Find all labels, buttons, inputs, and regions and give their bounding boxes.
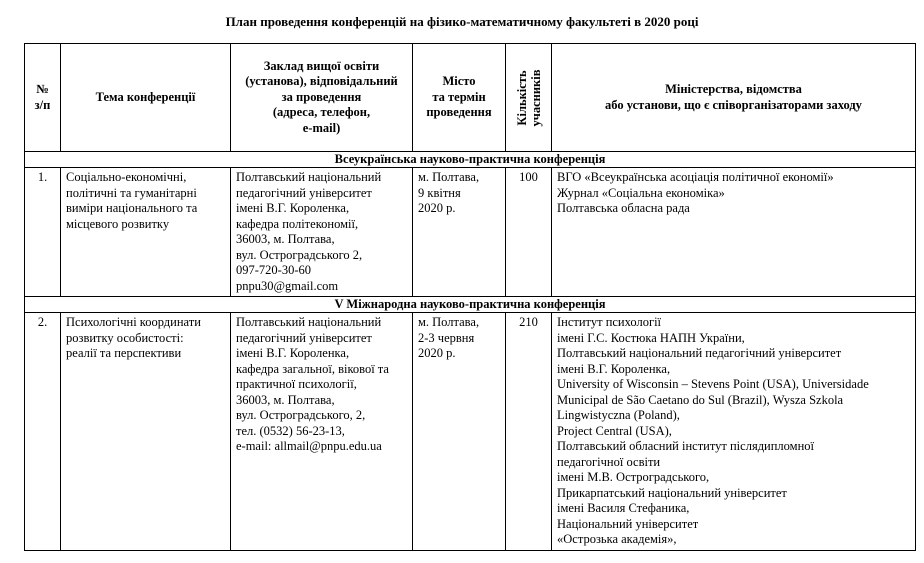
institution-line: кафедра політекономії, xyxy=(236,216,359,231)
institution-line: тел. (0532) 56-23-13, xyxy=(236,423,345,438)
row-ministries xyxy=(552,313,916,551)
header-row xyxy=(25,44,916,152)
place-line: 2-3 червня xyxy=(418,330,475,345)
topic-line: розвитку особистості: xyxy=(66,330,184,345)
institution-line: Полтавський національний xyxy=(236,170,382,184)
ministries-line: імені М.В. Остроградського, xyxy=(557,470,710,484)
header-institution xyxy=(231,44,413,152)
section-heading: Всеукраїнська науково-практична конференція xyxy=(25,152,916,168)
conference-table xyxy=(24,43,916,551)
header-participants-text xyxy=(515,69,543,126)
ministries-line: Lingwistyczna (Poland), xyxy=(557,408,680,422)
place-line: 9 квітня xyxy=(418,185,461,200)
ministries-line: University of Wisconsin – Stevens Point (USA), Universidade xyxy=(557,377,869,391)
ministries-line: Журнал «Соціальна економіка» xyxy=(557,185,725,200)
section-heading: V Міжнародна науково-практична конференція xyxy=(25,297,916,313)
row-topic xyxy=(61,168,231,297)
institution-line: кафедра загальної, вікової та xyxy=(236,361,389,376)
table-row xyxy=(25,168,916,297)
header-institution-line: за проведення xyxy=(281,89,362,104)
row-number: 2. xyxy=(25,313,61,551)
row-participants: 210 xyxy=(506,313,552,551)
row-place xyxy=(413,313,506,551)
ministries-line: Municipal de São Caetano do Sul (Brazil), Wysza Szkola xyxy=(557,392,844,407)
institution-line: педагогічний університет xyxy=(236,185,372,200)
row-topic xyxy=(61,313,231,551)
table-row xyxy=(25,313,916,551)
row-institution xyxy=(231,168,413,297)
header-num xyxy=(25,44,61,152)
institution-line: e-mail: allmail@pnpu.edu.ua xyxy=(236,439,382,453)
header-place-line: Місто xyxy=(442,74,476,89)
topic-line: політичні та гуманітарні xyxy=(66,185,197,200)
institution-line: 097-720-30-60 xyxy=(236,263,311,277)
institution-line: практичної психології, xyxy=(236,377,357,391)
place-line: 2020 р. xyxy=(418,201,456,215)
institution-line: вул. Остроградського 2, xyxy=(236,247,363,262)
row-institution xyxy=(231,313,413,551)
ministries-line: ВГО «Всеукраїнська асоціація політичної економії» xyxy=(557,170,834,184)
ministries-line: Полтавський обласний інститут післядипломної xyxy=(557,439,815,453)
header-num-line: № xyxy=(36,82,49,96)
header-ministries-line: Міністерства, відомства xyxy=(665,82,802,96)
header-place-line: проведення xyxy=(426,105,492,120)
row-place xyxy=(413,168,506,297)
ministries-line: імені В.Г. Короленка, xyxy=(557,361,671,376)
header-topic: Тема конференції xyxy=(61,44,231,152)
place-line: 2020 р. xyxy=(418,346,456,360)
header-participants xyxy=(506,44,552,152)
header-place xyxy=(413,44,506,152)
section-heading-row xyxy=(25,297,916,313)
header-num-line: з/п xyxy=(34,97,51,112)
institution-line: 36003, м. Полтава, xyxy=(236,232,335,246)
header-participants-line: учасників xyxy=(528,69,543,126)
row-ministries xyxy=(552,168,916,297)
ministries-line: Прикарпатський національний університет xyxy=(557,485,787,500)
ministries-line: педагогічної освіти xyxy=(557,454,661,469)
place-line: м. Полтава, xyxy=(418,315,480,329)
ministries-line: імені Г.С. Костюка НАПН України, xyxy=(557,330,745,345)
header-institution-line: (установа), відповідальний xyxy=(245,74,398,89)
header-institution-line: e-mail) xyxy=(302,120,341,135)
institution-line: імені В.Г. Короленка, xyxy=(236,346,350,360)
header-ministries-line: або установи, що є співорганізаторами заходу xyxy=(605,97,862,112)
topic-line: місцевого розвитку xyxy=(66,216,170,231)
ministries-line: Project Central (USA), xyxy=(557,423,672,438)
section-heading-row xyxy=(25,152,916,168)
header-place-line: та термін xyxy=(432,89,486,104)
institution-line: вул. Остроградського, 2, xyxy=(236,408,366,422)
institution-line: pnpu30@gmail.com xyxy=(236,278,339,293)
row-number: 1. xyxy=(25,168,61,297)
institution-line: педагогічний університет xyxy=(236,330,372,345)
header-institution-line: Заклад вищої освіти xyxy=(263,58,380,73)
ministries-line: імені Василя Стефаника, xyxy=(557,501,690,515)
header-ministries xyxy=(552,44,916,152)
ministries-line: «Острозька академія», xyxy=(557,532,677,546)
ministries-line: Полтавський національний педагогічний університет xyxy=(557,346,842,360)
ministries-line: Національний університет xyxy=(557,516,699,531)
row-participants: 100 xyxy=(506,168,552,297)
topic-line: Соціально-економічні, xyxy=(66,170,187,184)
topic-line: виміри національного та xyxy=(66,201,198,215)
institution-line: Полтавський національний xyxy=(236,315,382,329)
institution-line: 36003, м. Полтава, xyxy=(236,392,335,407)
ministries-line: Полтавська обласна рада xyxy=(557,201,690,215)
institution-line: імені В.Г. Короленка, xyxy=(236,201,350,215)
topic-line: Психологічні координати xyxy=(66,315,201,329)
header-participants-line: Кількість xyxy=(514,69,529,126)
header-institution-line: (адреса, телефон, xyxy=(272,105,371,120)
place-line: м. Полтава, xyxy=(418,170,480,184)
topic-line: реалії та перспективи xyxy=(66,346,182,360)
ministries-line: Інститут психології xyxy=(557,315,662,329)
document-title: План проведення конференцій на фізико-математичному факультеті в 2020 році xyxy=(225,14,699,29)
